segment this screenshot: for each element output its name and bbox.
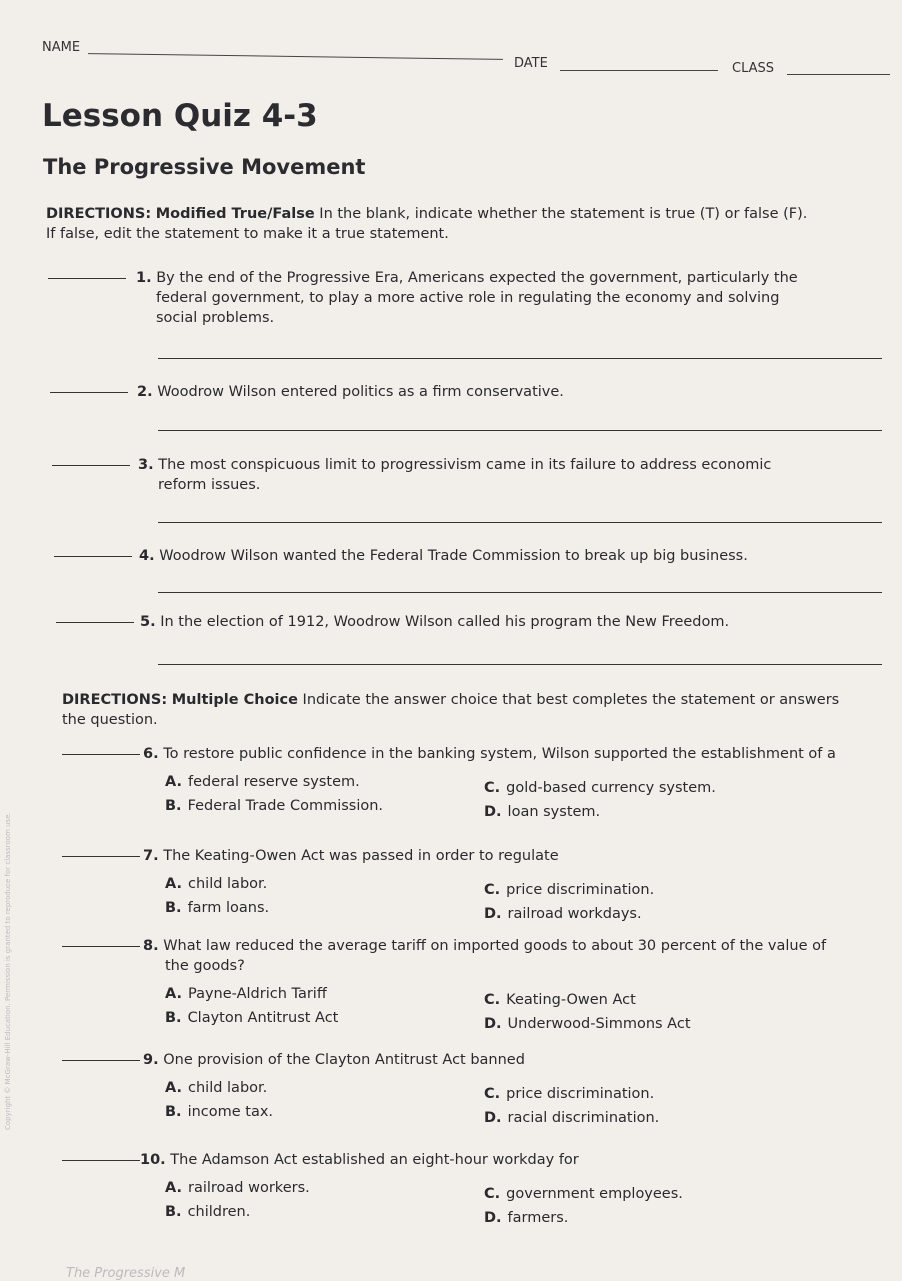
- directions-multiple-choice: DIRECTIONS: Multiple Choice Indicate the answer choice that best completes the statement or answers the question.: [62, 692, 840, 728]
- page-title: Lesson Quiz 4-3: [42, 98, 318, 134]
- name-field[interactable]: [88, 53, 503, 60]
- answer-blank[interactable]: [62, 1160, 140, 1161]
- option-a[interactable]: A. railroad workers.: [165, 1180, 310, 1196]
- option-c[interactable]: C. gold-based currency system.: [484, 780, 716, 796]
- answer-blank[interactable]: [62, 946, 140, 947]
- answer-blank[interactable]: [48, 278, 126, 279]
- question-6: 6. To restore public confidence in the banking system, Wilson supported the establishment of a: [143, 746, 836, 762]
- answer-blank[interactable]: [62, 856, 140, 857]
- class-field[interactable]: [787, 74, 890, 75]
- option-a[interactable]: A. federal reserve system.: [165, 774, 360, 790]
- option-a[interactable]: A. child labor.: [165, 1080, 268, 1096]
- answer-blank[interactable]: [62, 754, 140, 755]
- answer-blank[interactable]: [56, 622, 134, 623]
- option-b[interactable]: B. children.: [165, 1204, 251, 1220]
- correction-line[interactable]: [158, 358, 882, 359]
- correction-line[interactable]: [158, 592, 882, 593]
- correction-line[interactable]: [158, 522, 882, 523]
- question-5: 5. In the election of 1912, Woodrow Wilson called his program the New Freedom.: [140, 614, 730, 630]
- page-footer: The Progressive M: [66, 1266, 186, 1281]
- correction-line[interactable]: [158, 430, 882, 431]
- option-a[interactable]: A. Payne-Aldrich Tariff: [165, 986, 327, 1002]
- date-label: DATE: [514, 56, 548, 71]
- question-10: 10. The Adamson Act established an eight-hour workday for: [140, 1152, 579, 1168]
- answer-blank[interactable]: [54, 556, 132, 557]
- option-c[interactable]: C. Keating-Owen Act: [484, 992, 636, 1008]
- answer-blank[interactable]: [62, 1060, 140, 1061]
- question-8: 8. What law reduced the average tariff on imported goods to about 30 percent of the value of the goods?: [143, 938, 827, 974]
- option-d[interactable]: D. Underwood-Simmons Act: [484, 1016, 691, 1032]
- question-4: 4. Woodrow Wilson wanted the Federal Trade Commission to break up big business.: [139, 548, 748, 564]
- option-b[interactable]: B. Federal Trade Commission.: [165, 798, 384, 814]
- option-d[interactable]: D. farmers.: [484, 1210, 569, 1226]
- correction-line[interactable]: [158, 664, 882, 665]
- question-7: 7. The Keating-Owen Act was passed in order to regulate: [143, 848, 559, 864]
- option-c[interactable]: C. price discrimination.: [484, 1086, 655, 1102]
- option-c[interactable]: C. government employees.: [484, 1186, 683, 1202]
- option-d[interactable]: D. railroad workdays.: [484, 906, 642, 922]
- name-label: NAME: [42, 40, 81, 55]
- answer-blank[interactable]: [50, 392, 128, 393]
- option-b[interactable]: B. Clayton Antitrust Act: [165, 1010, 339, 1026]
- option-c[interactable]: C. price discrimination.: [484, 882, 655, 898]
- date-field[interactable]: [560, 70, 718, 71]
- question-3: 3. The most conspicuous limit to progressivism came in its failure to address economic reform issues.: [138, 457, 772, 493]
- question-1: 1. By the end of the Progressive Era, Americans expected the government, particularly the federal government, to play a more active role in regulating the economy and solving social problems.: [136, 270, 798, 326]
- directions-true-false: DIRECTIONS: Modified True/False In the blank, indicate whether the statement is true (T) or false (F). If false, edit the statement to make it a true statement.: [46, 206, 808, 242]
- question-2: 2. Woodrow Wilson entered politics as a firm conservative.: [137, 384, 564, 400]
- option-d[interactable]: D. loan system.: [484, 804, 601, 820]
- question-9: 9. One provision of the Clayton Antitrust Act banned: [143, 1052, 525, 1068]
- option-b[interactable]: B. income tax.: [165, 1104, 274, 1120]
- option-a[interactable]: A. child labor.: [165, 876, 268, 892]
- option-d[interactable]: D. racial discrimination.: [484, 1110, 660, 1126]
- class-label: CLASS: [732, 61, 775, 76]
- option-b[interactable]: B. farm loans.: [165, 900, 270, 916]
- copyright-notice: Copyright © McGraw-Hill Education. Permission is granted to reproduce for classroom use.: [4, 812, 12, 1130]
- page-subtitle: The Progressive Movement: [43, 155, 366, 179]
- answer-blank[interactable]: [52, 465, 130, 466]
